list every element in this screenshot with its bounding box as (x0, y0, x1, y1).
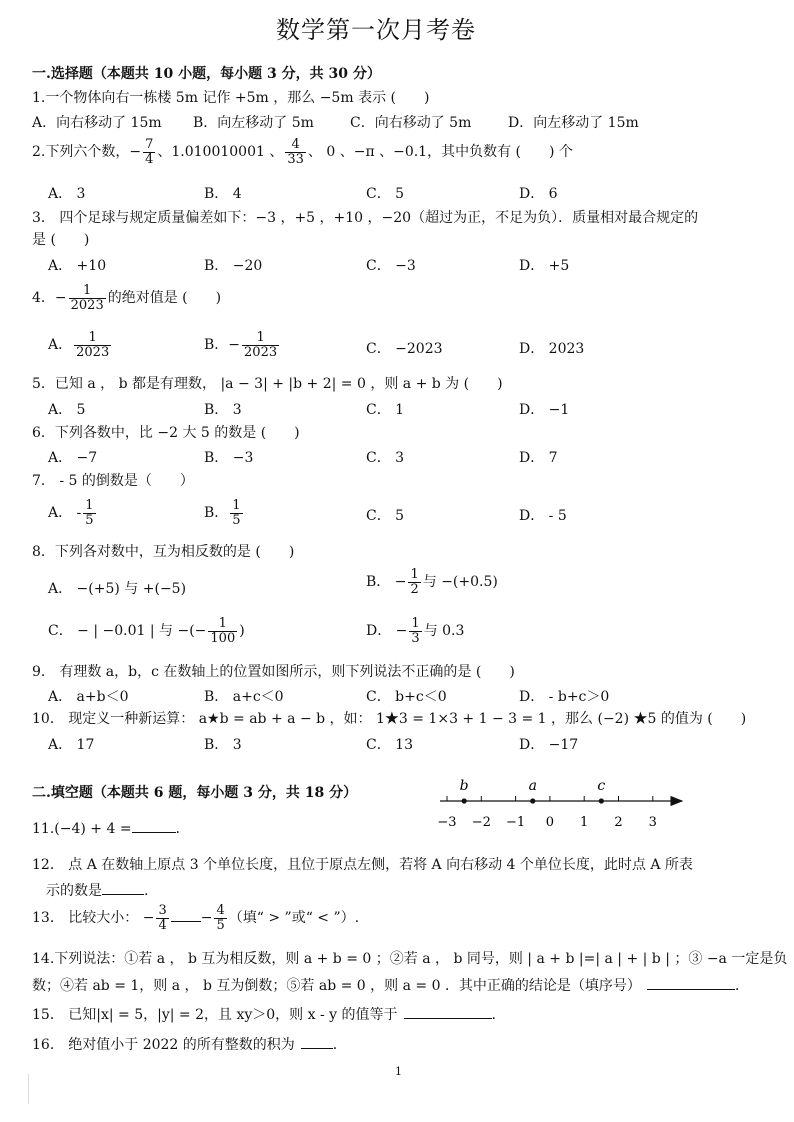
section-1-header: 一.选择题（本题共 10 小题，每小题 3 分，共 30 分） (32, 66, 381, 82)
number-line-point-label-c: c (597, 778, 606, 794)
q7-a-num: 1 (85, 498, 94, 513)
page-title: 数学第一次月考卷 (276, 16, 476, 44)
number-line-figure (430, 772, 692, 830)
answer-blank-11[interactable] (132, 820, 176, 833)
q7-a-fraction (83, 499, 95, 527)
q4-text-2: 的绝对值是 ( ) (107, 290, 222, 307)
q8-d-text-2: 与 0.3 (423, 623, 465, 640)
q13-frac2-den: 5 (216, 917, 225, 933)
question-13 (32, 904, 359, 932)
question-8-option-d (366, 617, 464, 645)
question-6-option-d: D． 7 (519, 450, 558, 466)
number-line-tick-label: −2 (471, 815, 491, 830)
q8-b-den: 2 (410, 581, 419, 597)
q2-fraction-1 (143, 138, 155, 166)
q7-b-num: 1 (232, 498, 241, 513)
question-9-option-d: D． - b+c＞0 (519, 689, 610, 705)
q4-b-den: 2023 (244, 344, 278, 360)
question-14-line1: 14.下列说法：①若 a ， b 互为相反数，则 a + b = 0 ；②若 a ， b 同号，则 | a + b |=| a | + | b | ；③ −a 一定是负 (32, 951, 788, 967)
q16-text: 16． 绝对值小于 2022 的所有整数的积为 (32, 1037, 295, 1053)
question-12-line1: 12． 点 A 在数轴上原点 3 个单位长度，且位于原点左侧，若将 A 向右移动 4 个单位长度，此时点 A 所表 (32, 857, 693, 873)
answer-blank-16[interactable] (301, 1036, 333, 1049)
number-line-point-c (599, 798, 604, 803)
q8-b-text-1: B． − (366, 574, 407, 591)
question-6-option-c: C． 3 (366, 450, 405, 466)
q7-a-den: 5 (85, 512, 94, 528)
number-line-point-a (530, 798, 535, 803)
q7-b-label: B． (204, 505, 229, 522)
q2-frac1-den: 4 (145, 151, 154, 167)
q8-d-fraction (409, 617, 421, 645)
question-12-line2 (46, 882, 148, 898)
question-2-stem (32, 138, 573, 166)
q14-end: ． (734, 978, 749, 994)
question-3-option-d: D． +5 (519, 258, 570, 274)
question-3-stem-line1: 3． 四个足球与规定质量偏差如下：−3 ，+5 ，+10 ，−20（超过为正，不足为负）．质量相对最合规定的 (32, 210, 699, 226)
q11-expression: (−4) + 4 = (54, 821, 132, 837)
question-1-option-a: A．向右移动了 15m (32, 115, 162, 131)
answer-blank-13[interactable] (171, 909, 201, 922)
question-16 (32, 1036, 337, 1052)
q13-fraction-1 (156, 904, 168, 932)
question-10-option-a: A． 17 (48, 737, 95, 753)
number-line-point-label-a: a (528, 778, 537, 794)
question-8-stem: 8．下列各对数中，互为相反数的是 ( ) (32, 544, 295, 560)
question-9-option-c: C． b+c＜0 (366, 689, 447, 705)
q4-b-fraction (242, 331, 279, 359)
q8-c-num: 1 (218, 616, 227, 631)
question-6-stem: 6．下列各数中，比 −2 大 5 的数是 ( ) (32, 425, 300, 441)
question-10-option-b: B． 3 (204, 737, 242, 753)
number-line-tick-label: −1 (506, 815, 526, 830)
section-2-header: 二.填空题（本题共 6 题，每小题 3 分，共 18 分） (32, 785, 358, 801)
q7-a-label: A． - (48, 505, 82, 522)
q8-c-den: 100 (210, 630, 236, 646)
question-4-option-d: D． 2023 (519, 341, 585, 357)
question-2-option-a: A． 3 (48, 186, 86, 202)
question-5-stem: 5．已知 a ， b 都是有理数， |a − 3| + |b + 2| = 0 ，则 a + b 为 ( ) (32, 376, 503, 392)
question-4-option-c: C． −2023 (366, 341, 443, 357)
q12-end: . (144, 883, 149, 899)
number-line-tick-label: 3 (648, 815, 657, 830)
question-5-option-a: A． 5 (48, 402, 86, 418)
question-2-option-b: B． 4 (204, 186, 242, 202)
q15-text: 15． 已知|x| = 5，|y| = 2，且 xy＞0，则 x - y 的值等于 (32, 1007, 398, 1023)
q8-b-text-2: 与 −(+0.5) (422, 574, 498, 591)
number-line-point-label-b: b (459, 778, 469, 794)
question-8-option-a: A． −(+5) 与 +(−5) (48, 581, 187, 597)
question-10-option-c: C． 13 (366, 737, 413, 753)
answer-blank-12[interactable] (102, 882, 144, 895)
q4-a-num: 1 (88, 330, 97, 345)
q2-frac2-den: 33 (287, 151, 304, 167)
number-line-point-b (462, 798, 467, 803)
q4-a-den: 2023 (76, 344, 110, 360)
q4-frac-den: 2023 (70, 297, 104, 313)
question-2-option-d: D． 6 (519, 186, 558, 202)
q13-frac2-num: 4 (216, 903, 225, 918)
question-11 (32, 820, 180, 836)
answer-blank-14[interactable] (647, 977, 735, 990)
q11-number: 11. (32, 821, 55, 837)
question-5-option-b: B． 3 (204, 402, 242, 418)
q8-d-text-1: D． − (366, 623, 408, 640)
number-line-tick-label: 1 (580, 815, 589, 830)
q2-fraction-2 (285, 138, 306, 166)
question-14-line2 (32, 977, 749, 993)
question-3-option-c: C． −3 (366, 258, 416, 274)
question-4-stem (32, 284, 221, 312)
q4-fraction (69, 284, 106, 312)
question-1-option-c: C．向右移动了 5m (350, 115, 472, 131)
q13-frac1-den: 4 (158, 917, 167, 933)
q7-b-fraction (230, 499, 242, 527)
q13-text-1: 13． 比较大小： − (32, 910, 155, 927)
q16-end: . (332, 1037, 338, 1053)
q13-text-3: （填“ > ”或“ < ”）. (228, 910, 360, 927)
question-5-option-c: C． 1 (366, 402, 405, 418)
q8-b-num: 1 (410, 567, 419, 582)
q4-text-1: 4．− (32, 290, 67, 307)
question-7-stem: 7． - 5 的倒数是（ ） (32, 473, 194, 489)
number-line-tick-label: 0 (545, 815, 555, 830)
q13-fraction-2 (214, 904, 226, 932)
q12-line2-text: 示的数是 (46, 883, 102, 899)
q4-frac-num: 1 (83, 283, 92, 298)
question-3-option-a: A． +10 (48, 258, 107, 274)
q2-text-3: 、 0 、−π 、−0.1，其中负数有 ( ) 个 (307, 144, 573, 161)
question-3-option-b: B． −20 (204, 258, 263, 274)
q7-b-den: 5 (232, 512, 241, 528)
question-3-stem-line2: 是 ( ) (32, 232, 90, 248)
number-line-tick-label: −3 (437, 815, 457, 830)
q8-c-text-1: C． − | −0.01 | 与 −(− (48, 623, 207, 640)
q2-text-1: 2.下列六个数，− (32, 144, 142, 161)
q4-a-label: A． (48, 337, 73, 354)
question-1-option-d: D．向左移动了 15m (508, 115, 639, 131)
question-8-option-c (48, 617, 245, 645)
q11-end: . (175, 821, 180, 837)
margin-mark (28, 1074, 29, 1104)
q2-frac2-num: 4 (291, 137, 300, 152)
q14-line2-text: 数；④若 ab = 1，则 a ， b 互为倒数；⑤若 ab = 0 ，则 a = 0 ．其中正确的结论是（填序号） (32, 978, 641, 994)
q13-frac1-num: 3 (158, 903, 167, 918)
number-line-tick-label: 2 (614, 815, 623, 830)
question-10-stem: 10． 现定义一种新运算： a★b = ab + a − b ，如： 1★3 = 1×3 + 1 − 3 = 1 ，那么 (−2) ★5 的值为 ( ) (32, 711, 747, 727)
q4-b-num: 1 (256, 330, 265, 345)
question-7-option-c: C． 5 (366, 508, 405, 524)
question-7-option-a (48, 499, 98, 527)
question-2-option-c: C． 5 (366, 186, 405, 202)
question-6-option-b: B． −3 (204, 450, 254, 466)
question-7-option-d: D． - 5 (519, 508, 567, 524)
question-7-option-b (204, 499, 245, 527)
page-number: 1 (395, 1065, 402, 1078)
question-15 (32, 1006, 496, 1022)
q8-c-text-2: ) (239, 623, 245, 640)
q8-c-fraction (208, 617, 237, 645)
question-8-option-b (366, 568, 498, 596)
q15-end: . (491, 1007, 496, 1023)
q4-b-label: B．− (204, 337, 241, 354)
question-1-stem: 1.一个物体向右一栋楼 5m 记作 +5m ，那么 −5m 表示 ( ) (32, 90, 430, 106)
question-5-option-d: D． −1 (519, 402, 570, 418)
q13-text-2: − (200, 910, 213, 927)
question-9-stem: 9． 有理数 a，b，c 在数轴上的位置如图所示，则下列说法不正确的是 ( ) (32, 664, 515, 680)
question-9-option-a: A． a+b＜0 (48, 689, 129, 705)
question-1-option-b: B．向左移动了 5m (193, 115, 314, 131)
q8-b-fraction (408, 568, 420, 596)
q4-a-fraction (74, 331, 111, 359)
question-9-option-b: B． a+c＜0 (204, 689, 284, 705)
question-4-option-b (204, 331, 281, 359)
question-4-option-a (48, 331, 113, 359)
q8-d-den: 3 (411, 630, 420, 646)
q2-frac1-num: 7 (145, 137, 154, 152)
question-6-option-a: A． −7 (48, 450, 98, 466)
answer-blank-15[interactable] (404, 1006, 492, 1019)
q2-text-2: 、1.010010001 、 (157, 144, 284, 161)
question-10-option-d: D． −17 (519, 737, 579, 753)
q8-d-num: 1 (411, 616, 420, 631)
